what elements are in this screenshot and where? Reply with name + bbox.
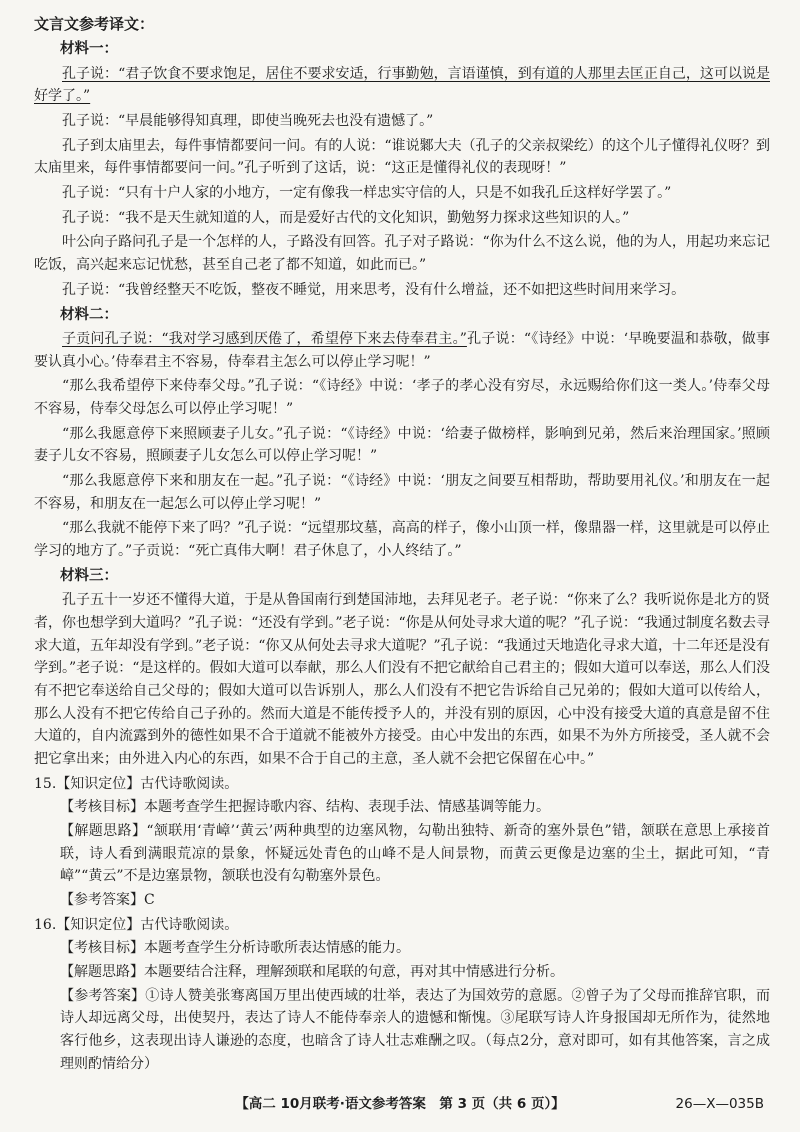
page-footer (0, 1094, 800, 1116)
paragraph: 孔子说：“我曾经整天不吃饭，整夜不睡觉，用来思考，没有什么增益，还不如把这些时间用来学习。 (62, 281, 686, 298)
paragraph (34, 328, 770, 373)
underlined-sentence: 子贡问孔子说：“我对学习感到厌倦了，希望停下来去侍奉君主。” (62, 330, 467, 347)
paragraph: 孔子说：“早晨能够得知真理，即使当晚死去也没有遗憾了。” (62, 113, 434, 130)
paragraph: 孔子到太庙里去，每件事情都要问一问。有的人说：“谁说鄹大夫（孔子的父亲叔梁纥）的这个儿子懂得礼仪呀？到太庙里来，每件事情都要问一问。”孔子听到了这话，说：“这正是懂得礼仪的表现呀！” (34, 137, 770, 177)
underlined-sentence: 孔子说：“君子饮食不要求饱足，居住不要求安适，行事勤勉，言语谨慎，到有道的人那里去匡正自己，这可以说是好学了。” (34, 65, 770, 105)
answer-row: 【参考答案】C (60, 891, 155, 908)
footer-title: 【高二 10月联考·语文参考答案 第 3 页（共 6 页）】 (235, 1096, 565, 1113)
paragraph: 孔子五十一岁还不懂得大道，于是从鲁国南行到楚国沛地，去拜见老子。老子说：“你来了么？我听说你是北方的贤者，你也想学到大道吗？”孔子说：“还没有学到。”老子说：“你是从何处寻求大道的呢？”孔子说：“我通过制度名数去寻求大道，五年却没有学到。”老子说：“你又从何处去寻求大道呢？”孔子说：“我通过天地造化寻求大道，十二年还是没有学到。”老子说：“是这样的。假如大道可以奉献，那么人们没有不把它献给自己君主的；假如大道可以奉送，那么人们没有不把它奉送给自己父母的；假如大道可以告诉别人，那么人们没有不把它告诉给自己兄弟的；假如大道可以传给人，那么人没有不把它传给自己子孙的。然而大道是不能传授予人的，并没有别的原因，心中没有接受大道的真意是留不住大道的，自内流露到外的德性如果不合于道就不能被外方接受。由心中发出的东西，如果不为外方所接受，圣人就不会把它拿出来；由外进入内心的东西，如果不合于自己的主意，圣人就不会把它保留在心中。” (34, 592, 770, 767)
goal-row: 【考核目标】本题考查学生把握诗歌内容、结构、表现手法、情感基调等能力。 (60, 799, 550, 816)
question-number: 15. (34, 775, 57, 792)
question-15 (34, 773, 770, 912)
goal-row: 【考核目标】本题考查学生分析诗歌所表达情感的能力。 (60, 940, 410, 957)
paragraph (34, 63, 770, 108)
paragraph: “那么我希望停下来侍奉父母。”孔子说：“《诗经》中说：‘孝子的孝心没有穷尽，永远赐给你们这一类人。’侍奉父母不容易，侍奉父母怎么可以停止学习呢！” (34, 378, 770, 417)
material-3-title: 材料三： (60, 567, 118, 584)
knowledge-point-row: 16.【知识定位】古代诗歌阅读。 (34, 916, 239, 933)
material-2-title: 材料二： (60, 306, 118, 323)
material-1-title: 材料一： (60, 41, 118, 58)
answer-row: 【参考答案】①诗人赞美张骞离国万里出使西域的壮举，表达了为国效劳的意愿。②曾子为了父母而推辞官职，而诗人却远离父母，出使契丹，表达了诗人不能侍奉亲人的遗憾和惭愧。③尾联写诗人许身报国却无所作为，徒然地客行他乡，这表现出诗人谦逊的态度，也暗含了诗人壮志难酬之叹。（每点2分，意对即可，如有其他答案，言之成理则酌情给分） (60, 987, 771, 1072)
question-number: 16. (34, 916, 57, 933)
paragraph-rest: 孔子说：“《诗经》中说：‘早晚要温和恭敬，做事要认真小心。’侍奉君主不容易，侍奉君主怎么可以停止学习呢！” (34, 330, 770, 370)
solution-idea-row: 【解题思路】本题要结合注释，理解颈联和尾联的句意，再对其中情感进行分析。 (60, 963, 564, 980)
knowledge-point-row: 15.【知识定位】古代诗歌阅读。 (34, 775, 239, 792)
paragraph: 孔子说：“我不是天生就知道的人，而是爱好古代的文化知识，勤勉努力探求这些知识的人。” (62, 209, 630, 226)
translation-heading: 文言文参考译文： (34, 15, 155, 33)
exam-code: 26—X—035B (675, 1096, 764, 1113)
solution-idea-row: 【解题思路】“颔联用‘青嶂’‘黄云’两种典型的边塞风物，勾勒出独特、新奇的塞外景色”错，颔联在意思上承接首联，诗人看到满眼荒凉的景象，怀疑远处青色的山峰不是人间景物，而黄云更像是边塞的尘土，据此可知，“青嶂”“黄云”不是边塞景物，颔联也没有勾勒塞外景色。 (60, 822, 770, 885)
question-16 (34, 914, 770, 1076)
paragraph: 叶公向子路问孔子是一个怎样的人，子路没有回答。孔子对子路说：“你为什么不这么说，他的为人，用起功来忘记吃饭，高兴起来忘记忧愁，甚至自己老了都不知道，如此而已。” (34, 234, 770, 274)
paragraph: “那么我就不能停下来了吗？”孔子说：“远望那坟墓，高高的样子，像小山顶一样，像鼎器一样，这里就是可以停止学习的地方了。”子贡说：“死亡真伟大啊！君子休息了，小人终结了。” (34, 520, 770, 560)
paragraph: 孔子说：“只有十户人家的小地方，一定有像我一样忠实守信的人，只是不如我孔丘这样好学罢了。” (62, 185, 672, 202)
paragraph: “那么我愿意停下来照顾妻子儿女。”孔子说：“《诗经》中说：‘给妻子做榜样，影响到兄弟，然后来治理国家。’照顾妻子儿女不容易，照顾妻子儿女怎么可以停止学习呢！” (34, 425, 770, 465)
paragraph: “那么我愿意停下来和朋友在一起。”孔子说：“《诗经》中说：‘朋友之间要互相帮助，帮助要用礼仪。’和朋友在一起不容易，和朋友在一起怎么可以停止学习呢！” (34, 473, 770, 512)
